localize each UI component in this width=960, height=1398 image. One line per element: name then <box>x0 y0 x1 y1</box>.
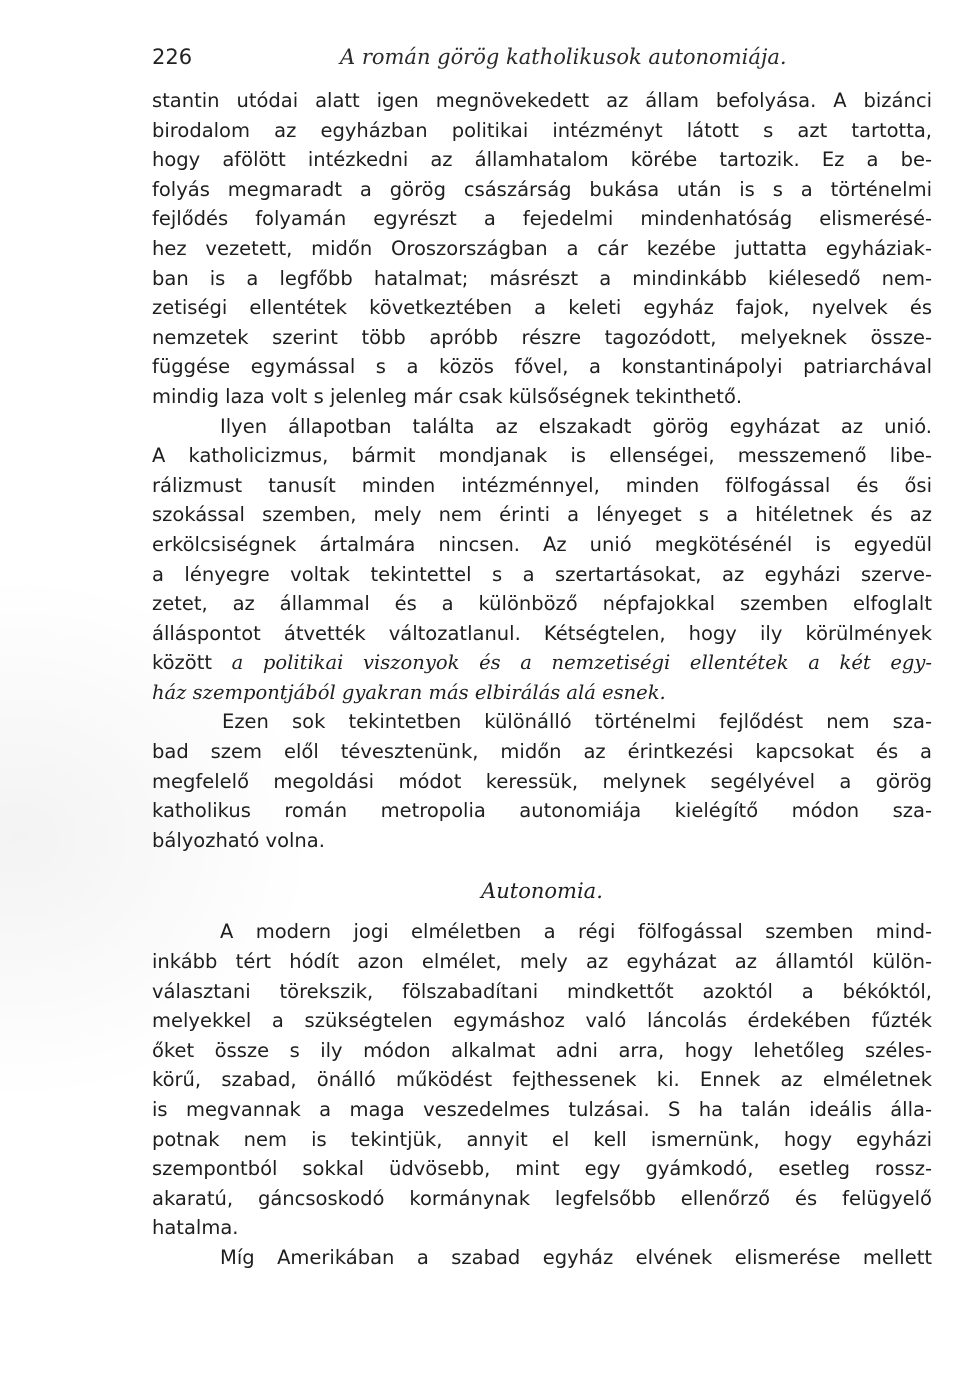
text-line: fejlődés folyamán egyrészt a fejedelmi mindenhatóság elismerésé- <box>152 207 932 231</box>
text-line: Ilyen állapotban találta az elszakadt görög egyházat az unió. <box>220 414 932 438</box>
paragraph-4 <box>152 917 932 1243</box>
text-line: álláspontot átvették változatlanul. Kétségtelen, hogy ily körülmények <box>152 621 932 645</box>
text-line: körű, szabad, önálló működést fejthessenek ki. Ennek az elméletnek <box>152 1068 932 1092</box>
text-line: a lényegre voltak tekintettel s a szertartásokat, az egyházi szerve- <box>152 562 932 586</box>
text-line: zetiségi ellentétek következtében a keleti egyház fajok, nyelvek és <box>152 296 932 320</box>
plain-text: között <box>152 651 232 675</box>
text-line: stantin utódai alatt igen megnövekedett az állam befolyása. A bizánci <box>152 89 932 112</box>
text-line: megfelelő megoldási módot keressük, melynek segélyével a görög <box>152 769 932 793</box>
paragraph-5 <box>152 1243 932 1273</box>
text-line: bályozható volna. <box>152 828 325 852</box>
body-text <box>152 86 932 1273</box>
paragraph-3 <box>152 707 932 855</box>
text-line: ban is a legfőbb hatalmat; másrészt a mindinkább kiélesedő nem- <box>152 266 932 290</box>
text-line: Míg Amerikában a szabad egyház elvének elismerése mellett <box>220 1245 932 1269</box>
text-line: A katholicizmus, bármit mondjanak is ellenségei, messzemenő libe- <box>152 444 932 468</box>
text-line <box>152 648 932 678</box>
text-line: hatalma. <box>152 1216 239 1240</box>
text-line: választani törekszik, fölszabadítani mindkettőt azoktól a békóktól, <box>152 979 932 1003</box>
text-line: inkább tért hódít azon elmélet, mely az egyházat az államtól külön- <box>152 950 932 974</box>
text-line: hogy afölött intézkedni az államhatalom körébe tartozik. Ez a be- <box>152 148 932 172</box>
text-line: mindig laza volt s jelenleg már csak külsőségnek tekinthető. <box>152 384 743 408</box>
text-line: szokással szemben, mely nem érinti a lényeget s a hitéletnek és az <box>152 503 932 527</box>
paragraph-1 <box>152 86 932 412</box>
text-line: rálizmust tanusít minden intézménnyel, minden fölfogással és ősi <box>152 473 932 497</box>
text-line: hez vezetett, midőn Oroszországban a cár kezébe juttatta egyháziak- <box>152 236 932 260</box>
text-line: bad szem elől tévesztenünk, midőn az érintkezési kapcsokat és a <box>152 740 932 764</box>
running-title: A román görög katholikusok autonomiája. <box>340 45 787 69</box>
text-line: birodalom az egyházban politikai intézményt látott s azt tartotta, <box>152 118 932 142</box>
text-line: is megvannak a maga veszedelmes tulzásai. S ha talán ideális álla- <box>152 1098 932 1121</box>
text-line: ház szempontjából gyakran más elbirálás alá esnek. <box>152 680 666 704</box>
text-line: őket össze s ily módon alkalmat adni arra, hogy lehetőleg széles- <box>152 1038 932 1062</box>
text-line: katholikus román metropolia autonomiája kielégítő módon sza- <box>152 799 932 823</box>
text-line: potnak nem is tekintjük, annyit el kell ismernünk, hogy egyházi <box>152 1127 932 1151</box>
text-line: erkölcsiségnek ártalmára nincsen. Az unió megkötésénél is egyedül <box>152 532 932 556</box>
text-line: zetet, az állammal és a különböző népfajokkal szemben elfoglalt <box>152 592 932 616</box>
section-heading: Autonomia. <box>481 879 603 904</box>
text-line: akaratú, gáncsoskodó kormánynak legfelsőbb ellenőrző és felügyelő <box>152 1186 932 1210</box>
page-header <box>152 40 932 76</box>
text-line: folyás megmaradt a görög császárság bukása után is s a történelmi <box>152 177 932 201</box>
text-line: függése egymással s a közös fővel, a konstantinápolyi patriarchával <box>152 355 932 379</box>
text-line: Ezen sok tekintetben különálló történelmi fejlődést nem sza- <box>222 710 932 734</box>
text-line: A modern jogi elméletben a régi fölfogással szemben mind- <box>220 920 932 944</box>
text-line: nemzetek szerint több apróbb részre tagozódott, melyeknek össze- <box>152 325 932 349</box>
text-line: melyekkel a szükségtelen egymáshoz való láncolás érdekében fűzték <box>152 1009 932 1033</box>
page-number: 226 <box>152 45 193 69</box>
paragraph-2 <box>152 412 932 708</box>
italic-text: a politikai viszonyok és a nemzetiségi ellentétek a két egy- <box>231 651 932 675</box>
text-line: szempontból sokkal üdvösebb, mint egy gyámkodó, esetleg rossz- <box>152 1157 932 1181</box>
